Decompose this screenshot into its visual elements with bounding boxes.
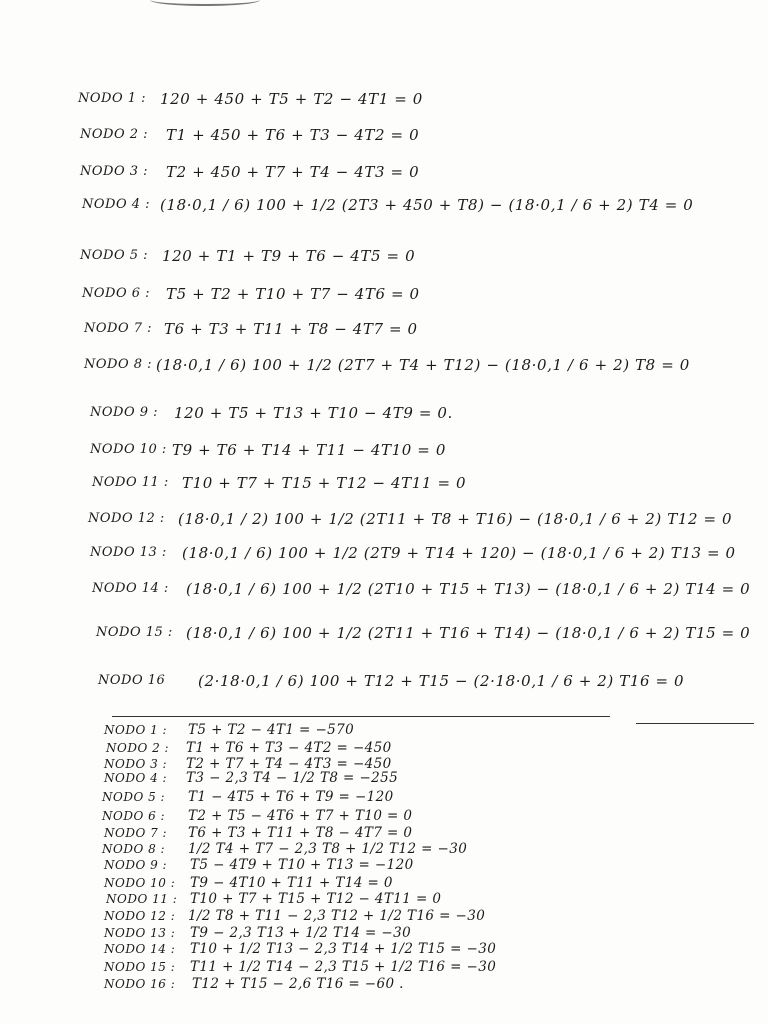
node-equation: T2 + T5 − 4T6 + T7 + T10 = 0 <box>188 808 413 824</box>
node-equation: T6 + T3 + T11 + T8 − 4T7 = 0 <box>188 825 413 841</box>
node-label: NODO 13 : <box>104 926 176 940</box>
node-label: NODO 16 <box>98 673 166 688</box>
node-equation: T5 + T2 − 4T1 = −570 <box>188 722 355 738</box>
section-divider <box>112 716 610 717</box>
node-label: NODO 8 : <box>102 842 166 856</box>
node-label: NODO 10 : <box>104 876 176 890</box>
node-equation: 1/2 T4 + T7 − 2,3 T8 + 1/2 T12 = −30 <box>188 841 468 857</box>
node-label: NODO 14 : <box>104 942 176 956</box>
node-equation: T9 + T6 + T14 + T11 − 4T10 = 0 <box>172 441 446 459</box>
node-equation: T10 + T7 + T15 + T12 − 4T11 = 0 <box>182 474 467 492</box>
node-equation: T11 + 1/2 T14 − 2,3 T15 + 1/2 T16 = −30 <box>190 959 497 975</box>
node-label: NODO 5 : <box>80 248 149 263</box>
node-label: NODO 9 : <box>90 405 159 420</box>
node-equation: T2 + 450 + T7 + T4 − 4T3 = 0 <box>166 163 420 181</box>
node-label: NODO 12 : <box>104 909 176 923</box>
node-label: NODO 1 : <box>104 723 168 737</box>
node-equation: 120 + T5 + T13 + T10 − 4T9 = 0. <box>174 404 453 422</box>
section-divider-right <box>636 723 754 724</box>
node-equation: (18·0,1 / 6) 100 + 1/2 (2T3 + 450 + T8) − (18·0,1 / 6 + 2) T4 = 0 <box>160 196 694 214</box>
node-label: NODO 7 : <box>104 826 168 840</box>
node-equation: (2·18·0,1 / 6) 100 + T12 + T15 − (2·18·0,1 / 6 + 2) T16 = 0 <box>198 672 685 690</box>
node-equation: (18·0,1 / 6) 100 + 1/2 (2T9 + T14 + 120) − (18·0,1 / 6 + 2) T13 = 0 <box>182 544 736 562</box>
node-label: NODO 6 : <box>82 286 151 301</box>
node-label: NODO 7 : <box>84 321 153 336</box>
top-edge-mark <box>150 0 260 6</box>
node-label: NODO 9 : <box>104 858 168 872</box>
node-equation: T1 + 450 + T6 + T3 − 4T2 = 0 <box>166 126 420 144</box>
node-equation: T9 − 2,3 T13 + 1/2 T14 = −30 <box>190 925 412 941</box>
node-equation: T9 − 4T10 + T11 + T14 = 0 <box>190 875 393 891</box>
node-equation: (18·0,1 / 6) 100 + 1/2 (2T11 + T16 + T14) − (18·0,1 / 6 + 2) T15 = 0 <box>186 624 751 642</box>
node-equation: T2 + T7 + T4 − 4T3 = −450 <box>186 756 392 772</box>
node-label: NODO 4 : <box>82 197 151 212</box>
node-label: NODO 15 : <box>96 625 173 640</box>
node-equation: 1/2 T8 + T11 − 2,3 T12 + 1/2 T16 = −30 <box>188 908 486 924</box>
node-label: NODO 11 : <box>92 475 169 490</box>
node-equation: T3 − 2,3 T4 − 1/2 T8 = −255 <box>186 770 399 786</box>
node-label: NODO 16 : <box>104 977 176 991</box>
node-label: NODO 5 : <box>102 790 166 804</box>
node-label: NODO 11 : <box>106 892 178 906</box>
node-equation: T1 + T6 + T3 − 4T2 = −450 <box>186 740 392 756</box>
node-label: NODO 2 : <box>106 741 170 755</box>
node-label: NODO 3 : <box>104 757 168 771</box>
node-label: NODO 10 : <box>90 442 167 457</box>
node-label: NODO 3 : <box>80 164 149 179</box>
node-equation: (18·0,1 / 2) 100 + 1/2 (2T11 + T8 + T16) − (18·0,1 / 6 + 2) T12 = 0 <box>178 510 733 528</box>
node-equation: 120 + T1 + T9 + T6 − 4T5 = 0 <box>162 247 416 265</box>
node-equation: T1 − 4T5 + T6 + T9 = −120 <box>188 789 394 805</box>
node-label: NODO 1 : <box>78 91 147 106</box>
node-label: NODO 13 : <box>90 545 167 560</box>
node-label: NODO 4 : <box>104 771 168 785</box>
node-label: NODO 8 : <box>84 357 153 372</box>
node-equation: T12 + T15 − 2,6 T16 = −60 . <box>192 976 404 992</box>
node-equation: (18·0,1 / 6) 100 + 1/2 (2T7 + T4 + T12) − (18·0,1 / 6 + 2) T8 = 0 <box>156 356 690 374</box>
node-label: NODO 2 : <box>80 127 149 142</box>
node-equation: T10 + T7 + T15 + T12 − 4T11 = 0 <box>190 891 442 907</box>
node-equation: (18·0,1 / 6) 100 + 1/2 (2T10 + T15 + T13) − (18·0,1 / 6 + 2) T14 = 0 <box>186 580 751 598</box>
node-equation: T10 + 1/2 T13 − 2,3 T14 + 1/2 T15 = −30 <box>190 941 497 957</box>
node-label: NODO 15 : <box>104 960 176 974</box>
node-equation: T5 + T2 + T10 + T7 − 4T6 = 0 <box>166 285 420 303</box>
node-label: NODO 12 : <box>88 511 165 526</box>
node-label: NODO 6 : <box>102 809 166 823</box>
node-equation: T6 + T3 + T11 + T8 − 4T7 = 0 <box>164 320 418 338</box>
node-equation: T5 − 4T9 + T10 + T13 = −120 <box>190 857 414 873</box>
node-label: NODO 14 : <box>92 581 169 596</box>
node-equation: 120 + 450 + T5 + T2 − 4T1 = 0 <box>160 90 423 108</box>
